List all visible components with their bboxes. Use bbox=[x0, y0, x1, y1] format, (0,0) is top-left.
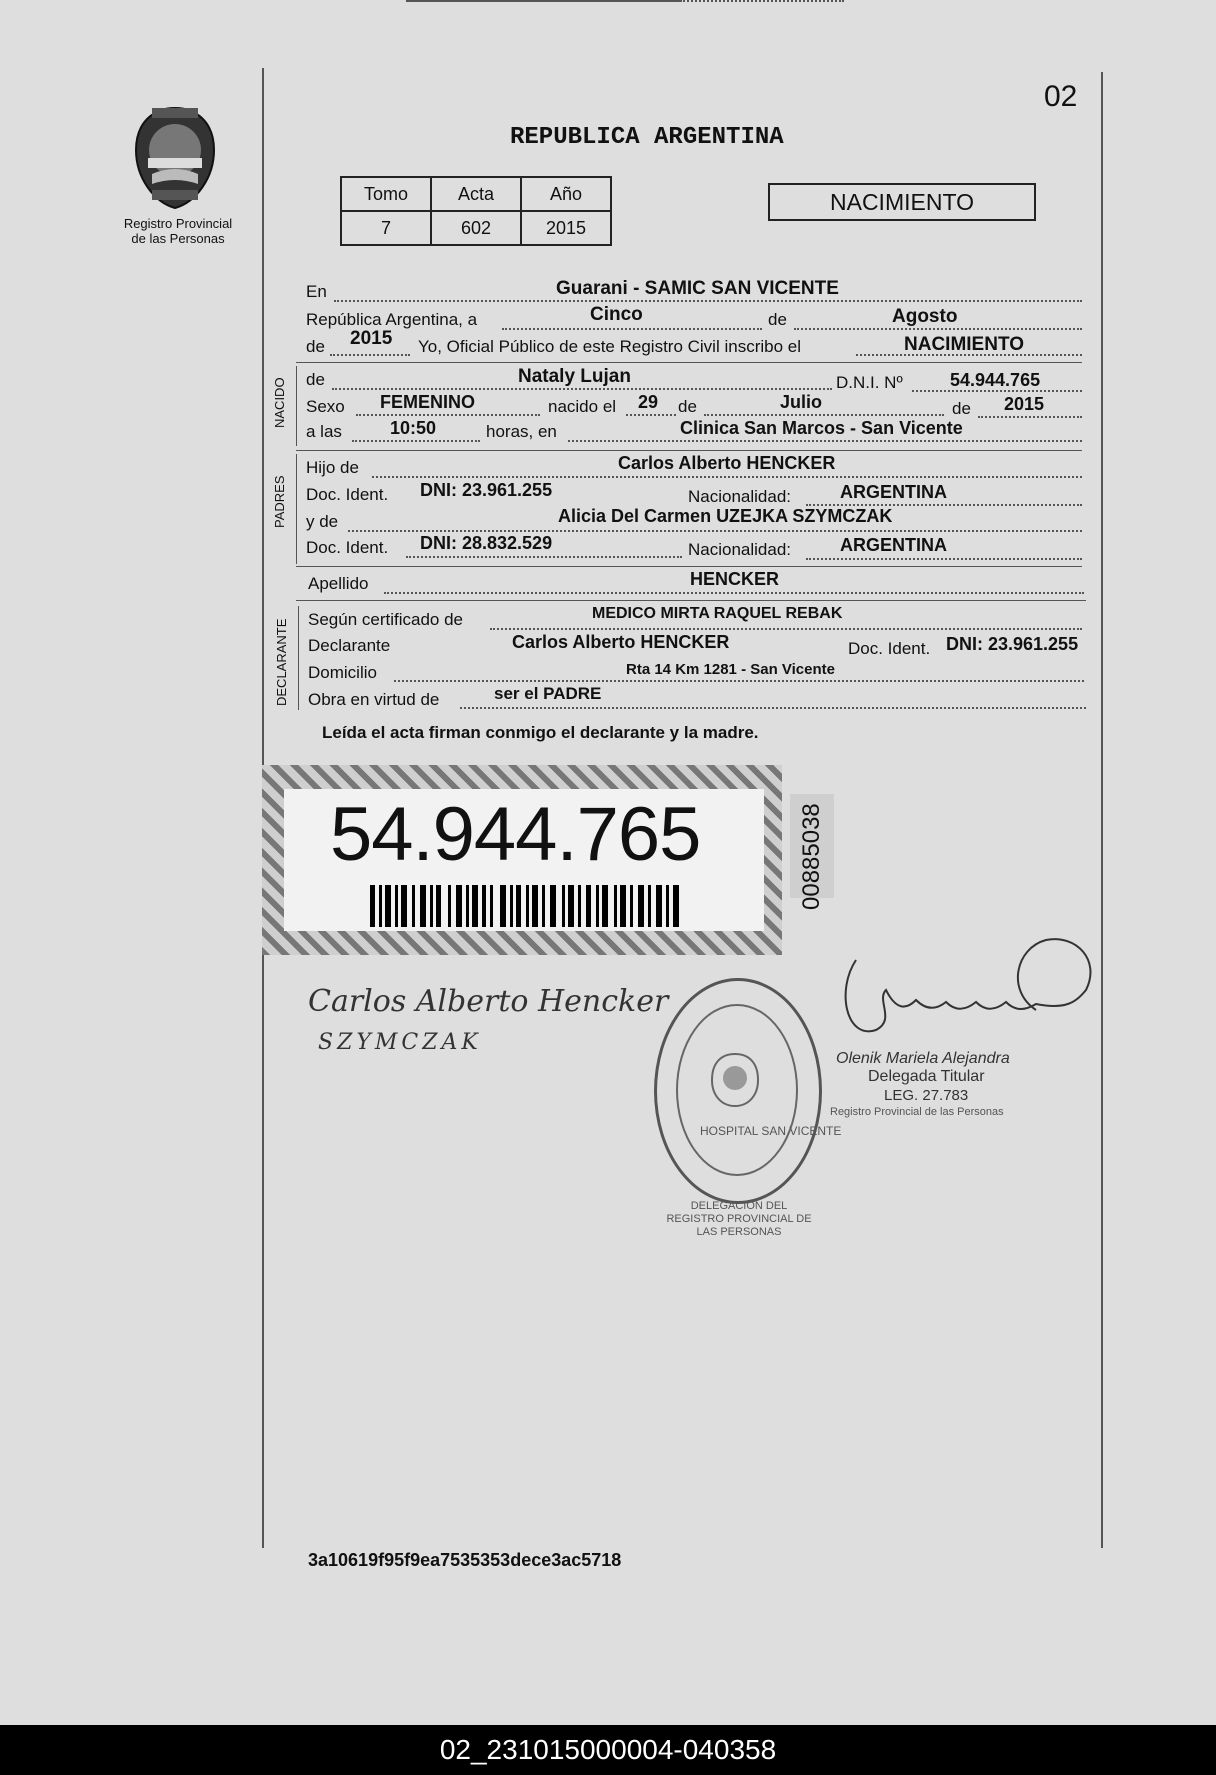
label-en: En bbox=[306, 282, 327, 301]
section-label-declarante: DECLARANTE bbox=[274, 618, 289, 706]
dots bbox=[794, 328, 1082, 330]
stamp-inner-text: HOSPITAL SAN VICENTE bbox=[700, 1124, 842, 1138]
dots bbox=[408, 0, 844, 2]
dots bbox=[806, 558, 1082, 560]
value-mes: Agosto bbox=[892, 306, 958, 327]
dots bbox=[352, 440, 480, 442]
label-apellido: Apellido bbox=[308, 574, 369, 593]
value-padre: Carlos Alberto HENCKER bbox=[618, 453, 836, 473]
header-title: REPUBLICA ARGENTINA bbox=[510, 124, 784, 151]
value-nac-mes: Julio bbox=[780, 392, 823, 412]
dots bbox=[332, 388, 832, 390]
label-domicilio: Domicilio bbox=[308, 663, 377, 682]
label-de: de bbox=[306, 337, 325, 356]
dots bbox=[490, 628, 1082, 630]
dots bbox=[384, 592, 1084, 594]
value-declarante-doc: DNI: 23.961.255 bbox=[946, 634, 1079, 654]
value-madre-nac: ARGENTINA bbox=[840, 535, 947, 555]
stamp-emblem-icon bbox=[710, 1052, 760, 1108]
record-type-box: NACIMIENTO bbox=[768, 183, 1036, 221]
dots bbox=[334, 300, 1082, 302]
dots bbox=[406, 556, 682, 558]
table-value-tomo: 7 bbox=[341, 211, 431, 245]
label-nacido-el: nacido el bbox=[548, 397, 617, 416]
label-y-de: y de bbox=[306, 512, 339, 531]
section-line bbox=[298, 606, 299, 710]
value-lugar: Guarani - SAMIC SAN VICENTE bbox=[556, 278, 839, 299]
value-nombre: Nataly Lujan bbox=[518, 366, 631, 387]
barcode-sticker bbox=[262, 765, 782, 955]
label-nac-madre: Nacionalidad: bbox=[688, 540, 792, 559]
official-leg: LEG. 27.783 bbox=[884, 1087, 969, 1104]
value-madre-doc: DNI: 28.832.529 bbox=[420, 533, 553, 553]
dots bbox=[394, 680, 1084, 682]
label-dni: D.N.I. Nº bbox=[836, 373, 903, 392]
dots bbox=[978, 416, 1082, 418]
dots bbox=[626, 414, 676, 416]
label-nac-padre: Nacionalidad: bbox=[688, 487, 792, 506]
value-domicilio: Rta 14 Km 1281 - San Vicente bbox=[626, 661, 835, 678]
label-republica: República Argentina, a bbox=[306, 310, 478, 329]
section-line bbox=[296, 366, 297, 446]
signature-scribble bbox=[836, 930, 1116, 1050]
value-apellido: HENCKER bbox=[690, 569, 780, 589]
footer-id-bar: 02_231015000004-040358 bbox=[0, 1725, 1216, 1775]
dots bbox=[704, 414, 944, 416]
value-padre-doc: DNI: 23.961.255 bbox=[420, 480, 553, 500]
label-de: de bbox=[768, 310, 787, 329]
value-tipo: NACIMIENTO bbox=[904, 334, 1024, 355]
handwritten-surname: SZYMCZAK bbox=[318, 1030, 482, 1055]
value-nac-anio: 2015 bbox=[1004, 394, 1045, 414]
value-obra: ser el PADRE bbox=[494, 684, 602, 703]
barcode-bars bbox=[370, 885, 680, 927]
page-number: 02 bbox=[1044, 80, 1078, 113]
divider bbox=[296, 566, 1082, 567]
value-certificado: MEDICO MIRTA RAQUEL REBAK bbox=[592, 605, 843, 622]
label-horas-en: horas, en bbox=[486, 422, 557, 441]
label-obra: Obra en virtud de bbox=[308, 690, 440, 709]
barcode-number: 54.944.765 bbox=[330, 792, 701, 877]
label-sexo: Sexo bbox=[306, 397, 345, 416]
table-value-anio: 2015 bbox=[521, 211, 611, 245]
document-hash: 3a10619f95f9ea7535353dece3ac5718 bbox=[308, 1550, 622, 1570]
province-crest-logo bbox=[126, 104, 224, 212]
dots bbox=[348, 530, 1082, 532]
dots bbox=[502, 328, 762, 330]
label-hijo-de: Hijo de bbox=[306, 458, 359, 477]
official-name: Olenik Mariela Alejandra bbox=[836, 1050, 1010, 1067]
handwritten-name: Carlos Alberto Hencker bbox=[308, 984, 669, 1019]
right-margin-line bbox=[1101, 72, 1103, 1548]
table-header-tomo: Tomo bbox=[341, 177, 431, 211]
label-doc-declarante: Doc. Ident. bbox=[848, 639, 931, 658]
value-declarante: Carlos Alberto HENCKER bbox=[512, 632, 730, 652]
label-de-anio: de bbox=[952, 399, 971, 418]
label-yo: Yo, Oficial Público de este Registro Civil inscribo el bbox=[418, 337, 801, 356]
label-de-mes: de bbox=[678, 397, 697, 416]
section-label-padres: PADRES bbox=[272, 475, 287, 528]
value-hora: 10:50 bbox=[390, 418, 437, 438]
section-line bbox=[296, 454, 297, 564]
value-dia-letras: Cinco bbox=[590, 304, 643, 325]
divider bbox=[296, 600, 1086, 601]
value-sexo: FEMENINO bbox=[380, 392, 476, 412]
value-madre: Alicia Del Carmen UZEJKA SZYMCZAK bbox=[558, 506, 893, 526]
label-a-las: a las bbox=[306, 422, 342, 441]
dots bbox=[568, 440, 1082, 442]
label-doc-madre: Doc. Ident. bbox=[306, 538, 389, 557]
value-nac-dia: 29 bbox=[638, 392, 659, 412]
dots bbox=[372, 476, 1082, 478]
closing-text: Leída el acta firman conmigo el declarante y la madre. bbox=[322, 723, 759, 742]
official-org: Registro Provincial de las Personas bbox=[830, 1106, 1004, 1118]
value-anio: 2015 bbox=[350, 328, 393, 349]
dots bbox=[330, 354, 410, 356]
table-header-acta: Acta bbox=[431, 177, 521, 211]
record-table bbox=[340, 176, 612, 246]
section-label-nacido: NACIDO bbox=[272, 377, 287, 428]
divider bbox=[296, 450, 1082, 451]
divider bbox=[296, 362, 1082, 363]
value-dni: 54.944.765 bbox=[950, 370, 1041, 390]
dots bbox=[356, 414, 540, 416]
official-title: Delegada Titular bbox=[868, 1068, 985, 1085]
label-de-nombre: de bbox=[306, 370, 325, 389]
serial-number: 00885038 bbox=[798, 803, 825, 910]
stamp-outer-text: DELEGACION DEL REGISTRO PROVINCIAL DE LAS PERSONAS bbox=[666, 1200, 812, 1238]
value-lugar-nac: Clinica San Marcos - San Vicente bbox=[680, 418, 963, 438]
label-doc-padre: Doc. Ident. bbox=[306, 485, 389, 504]
logo-caption-line2: de las Personas bbox=[131, 231, 225, 246]
table-header-anio: Año bbox=[521, 177, 611, 211]
dots bbox=[460, 707, 1086, 709]
barcode-label bbox=[284, 789, 764, 931]
logo-caption-line1: Registro Provincial bbox=[123, 216, 233, 231]
label-declarante: Declarante bbox=[308, 636, 391, 655]
value-padre-nac: ARGENTINA bbox=[840, 482, 947, 502]
label-segun: Según certificado de bbox=[308, 610, 463, 629]
table-value-acta: 602 bbox=[431, 211, 521, 245]
